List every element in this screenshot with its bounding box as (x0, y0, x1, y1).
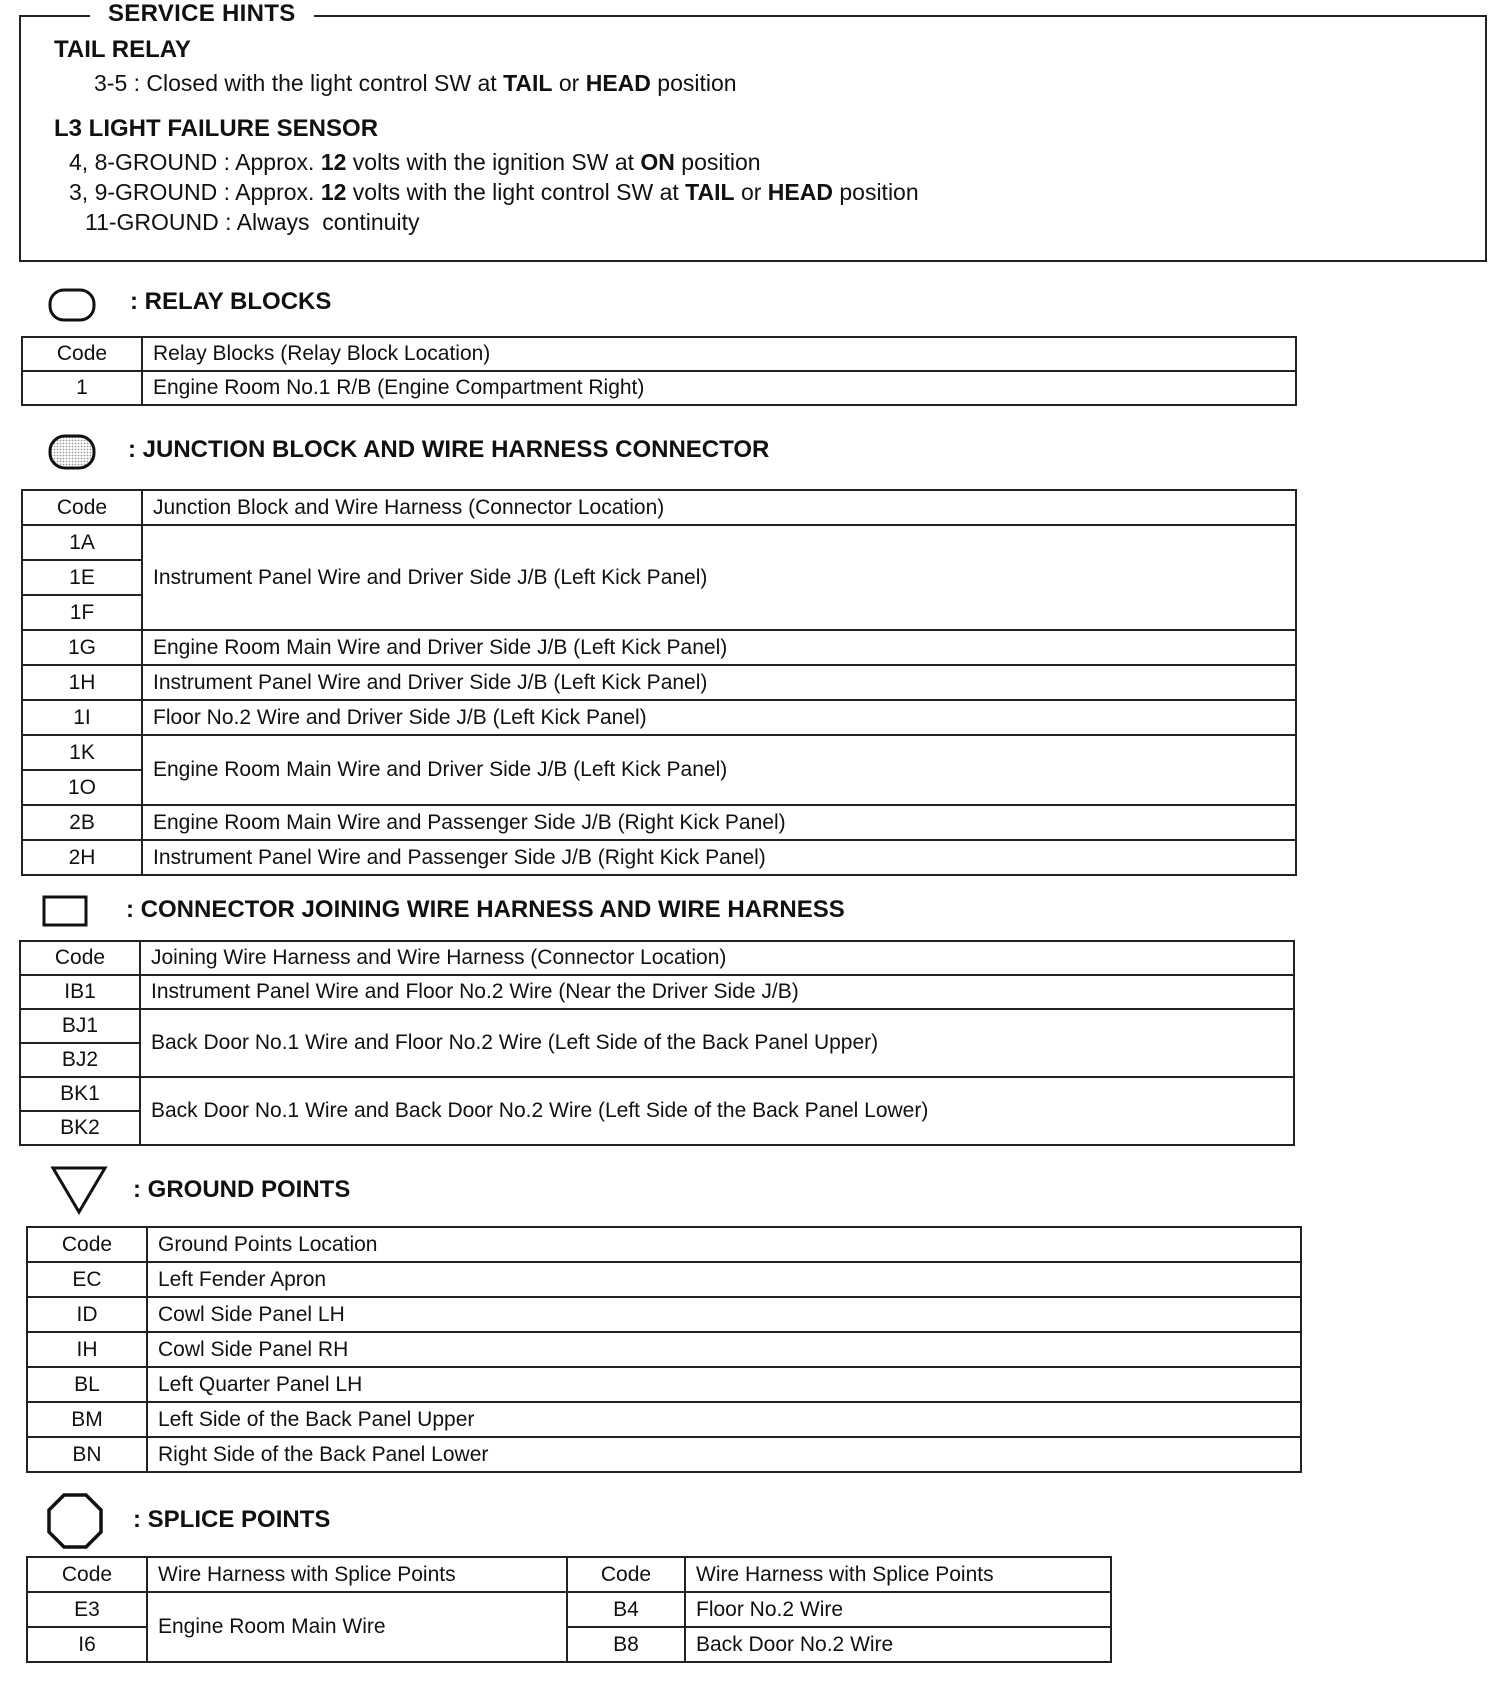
connector-title: : CONNECTOR JOINING WIRE HARNESS AND WIRE HARNESS (126, 896, 845, 923)
code-cell: BN (27, 1437, 147, 1472)
table-row (27, 1262, 1301, 1297)
header-code: Code (567, 1557, 685, 1592)
table-row (27, 1402, 1301, 1437)
desc-cell: Right Side of the Back Panel Lower (147, 1437, 1301, 1472)
code-cell: BJ2 (20, 1043, 140, 1077)
desc-cell: Instrument Panel Wire and Driver Side J/B (Left Kick Panel) (142, 665, 1296, 700)
desc-cell: Engine Room Main Wire and Passenger Side J/B (Right Kick Panel) (142, 805, 1296, 840)
header-desc: Relay Blocks (Relay Block Location) (142, 337, 1296, 371)
desc-cell: Cowl Side Panel RH (147, 1332, 1301, 1367)
sensor-hint-3: 11-GROUND : Always continuity (85, 209, 420, 235)
desc-cell: Floor No.2 Wire (685, 1592, 1111, 1627)
desc-cell: Back Door No.1 Wire and Floor No.2 Wire (Left Side of the Back Panel Upper) (140, 1009, 1294, 1077)
junction-block-title: : JUNCTION BLOCK AND WIRE HARNESS CONNECTOR (128, 436, 770, 463)
code-cell: 1F (22, 595, 142, 630)
table-header-row (27, 1557, 1111, 1592)
connector-icon (41, 894, 89, 928)
table-row (20, 975, 1294, 1009)
desc-cell: Cowl Side Panel LH (147, 1297, 1301, 1332)
code-cell: 1H (22, 665, 142, 700)
code-cell: BK2 (20, 1111, 140, 1145)
code-cell: 1O (22, 770, 142, 805)
code-cell: 1 (22, 371, 142, 405)
desc-cell: Engine Room Main Wire and Driver Side J/B (Left Kick Panel) (142, 630, 1296, 665)
desc-cell: Left Side of the Back Panel Upper (147, 1402, 1301, 1437)
table-row (22, 840, 1296, 875)
sensor-hint-1: 4, 8-GROUND : Approx. 12 volts with the ignition SW at ON position (69, 149, 761, 175)
relay-blocks-table (21, 336, 1297, 406)
ground-points-table (26, 1226, 1302, 1473)
desc-cell: Engine Room Main Wire (147, 1592, 567, 1662)
junction-block-icon (47, 433, 97, 471)
code-cell: BJ1 (20, 1009, 140, 1043)
table-row (22, 665, 1296, 700)
header-code: Code (22, 490, 142, 525)
code-cell: E3 (27, 1592, 147, 1627)
header-desc: Wire Harness with Splice Points (685, 1557, 1111, 1592)
desc-cell: Instrument Panel Wire and Floor No.2 Wire (Near the Driver Side J/B) (140, 975, 1294, 1009)
ground-points-title: : GROUND POINTS (133, 1176, 351, 1203)
splice-points-table (26, 1556, 1112, 1663)
code-cell: 1A (22, 525, 142, 560)
code-cell: 2B (22, 805, 142, 840)
code-cell: B4 (567, 1592, 685, 1627)
desc-cell: Instrument Panel Wire and Passenger Side J/B (Right Kick Panel) (142, 840, 1296, 875)
code-cell: 1K (22, 735, 142, 770)
relay-blocks-title: : RELAY BLOCKS (130, 288, 332, 315)
code-cell: I6 (27, 1627, 147, 1662)
header-desc: Junction Block and Wire Harness (Connector Location) (142, 490, 1296, 525)
header-desc: Ground Points Location (147, 1227, 1301, 1262)
table-row (20, 1077, 1294, 1111)
tail-relay-heading: TAIL RELAY (54, 36, 191, 63)
header-desc: Wire Harness with Splice Points (147, 1557, 567, 1592)
table-row (22, 735, 1296, 770)
light-failure-sensor-heading: L3 LIGHT FAILURE SENSOR (54, 115, 379, 142)
desc-cell: Back Door No.1 Wire and Back Door No.2 Wire (Left Side of the Back Panel Lower) (140, 1077, 1294, 1145)
code-cell: ID (27, 1297, 147, 1332)
code-cell: IH (27, 1332, 147, 1367)
table-row (27, 1367, 1301, 1402)
desc-cell: Back Door No.2 Wire (685, 1627, 1111, 1662)
table-row (22, 805, 1296, 840)
code-cell: B8 (567, 1627, 685, 1662)
table-row (22, 630, 1296, 665)
table-header-row (27, 1227, 1301, 1262)
desc-cell: Left Quarter Panel LH (147, 1367, 1301, 1402)
header-code: Code (27, 1557, 147, 1592)
desc-cell: Engine Room No.1 R/B (Engine Compartment Right) (142, 371, 1296, 405)
code-cell: 1G (22, 630, 142, 665)
splice-point-icon (45, 1491, 105, 1551)
table-header-row (20, 941, 1294, 975)
desc-cell: Floor No.2 Wire and Driver Side J/B (Left Kick Panel) (142, 700, 1296, 735)
splice-points-title: : SPLICE POINTS (133, 1506, 331, 1533)
desc-cell: Engine Room Main Wire and Driver Side J/B (Left Kick Panel) (142, 735, 1296, 805)
desc-cell: Instrument Panel Wire and Driver Side J/B (Left Kick Panel) (142, 525, 1296, 630)
junction-block-table (21, 489, 1297, 876)
desc-cell: Left Fender Apron (147, 1262, 1301, 1297)
header-code: Code (22, 337, 142, 371)
table-row (20, 1009, 1294, 1043)
table-header-row (22, 337, 1296, 371)
table-row (22, 525, 1296, 560)
table-row (27, 1332, 1301, 1367)
table-row (22, 700, 1296, 735)
tail-relay-hint: 3-5 : Closed with the light control SW at TAIL or HEAD position (94, 70, 737, 96)
table-row (27, 1297, 1301, 1332)
sensor-hint-2: 3, 9-GROUND : Approx. 12 volts with the light control SW at TAIL or HEAD position (69, 179, 919, 205)
code-cell: 1E (22, 560, 142, 595)
code-cell: BK1 (20, 1077, 140, 1111)
header-code: Code (20, 941, 140, 975)
code-cell: 1I (22, 700, 142, 735)
code-cell: BL (27, 1367, 147, 1402)
code-cell: EC (27, 1262, 147, 1297)
code-cell: 2H (22, 840, 142, 875)
ground-point-icon (49, 1164, 109, 1216)
table-row (27, 1592, 1111, 1627)
relay-block-icon (47, 287, 97, 323)
table-header-row (22, 490, 1296, 525)
connector-table (19, 940, 1295, 1146)
code-cell: BM (27, 1402, 147, 1437)
service-hints-title: SERVICE HINTS (90, 0, 314, 28)
header-code: Code (27, 1227, 147, 1262)
code-cell: IB1 (20, 975, 140, 1009)
table-row (27, 1437, 1301, 1472)
table-row (22, 371, 1296, 405)
header-desc: Joining Wire Harness and Wire Harness (Connector Location) (140, 941, 1294, 975)
